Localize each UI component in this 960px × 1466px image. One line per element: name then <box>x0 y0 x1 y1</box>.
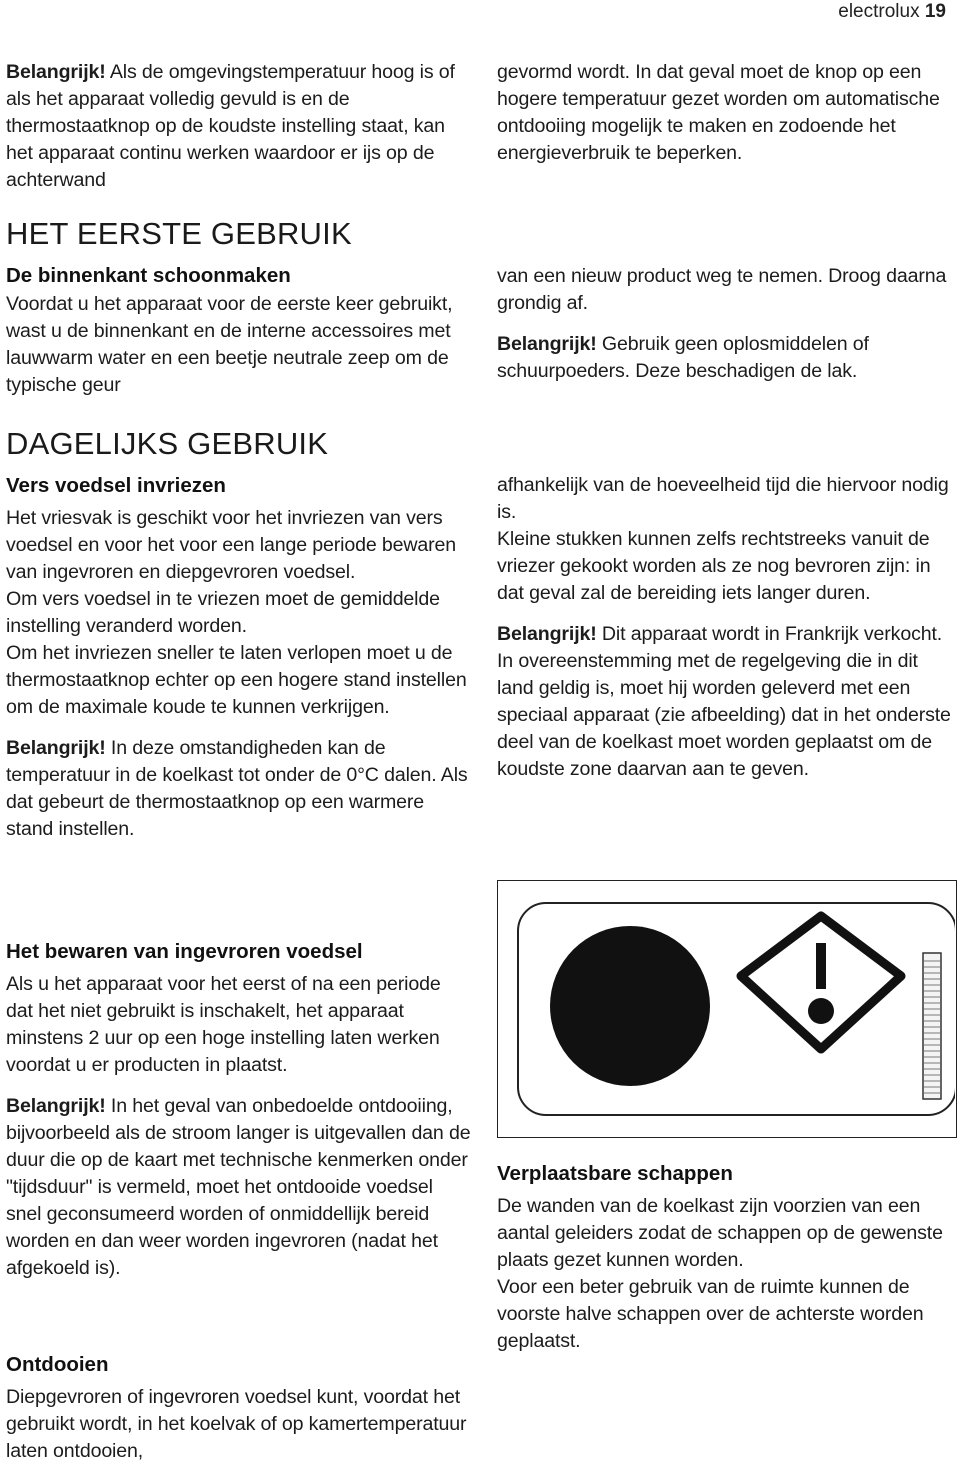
thawing-continuation <box>497 472 959 783</box>
subheading-clean-inside: De binnenkant schoonmaken <box>6 264 291 287</box>
page-number: 19 <box>924 1 946 22</box>
storing-section <box>6 938 472 1282</box>
first-use-important-text: Gebruik geen oplosmiddelen of schuurpoeders. Deze beschadigen de lak. <box>497 333 869 382</box>
thawing-paragraph-1: Diepgevroren of ingevroren voedsel kunt, voordat het gebruikt wordt, in het koelvak of op kamertemperatuur laten ontdooien, <box>6 1386 467 1462</box>
daily-use-section <box>6 426 472 843</box>
france-paragraph-2: In overeenstemming met de regelgeving die in dit land geldig is, moet hij worden geleverd met een speciaal apparaat (zie afbeelding) dat in het onderste deel van de koelkast moet worden geplaatst om de koudste zone daarvan aan te geven. <box>497 650 951 780</box>
thawing-continuation-1: afhankelijk van de hoeveelheid tijd die hiervoor nodig is. <box>497 474 949 523</box>
exclamation-dot-icon <box>808 998 834 1024</box>
important-label: Belangrijk! <box>497 333 597 355</box>
france-important-text: Dit apparaat wordt in Frankrijk verkocht. <box>601 623 943 645</box>
freezing-paragraph-1: Het vriesvak is geschikt voor het invriezen van vers voedsel en voor het voor een lange periode bewaren van ingevroren en diepgevroren voedsel. <box>6 507 457 583</box>
important-label: Belangrijk! <box>6 737 106 759</box>
freezing-important-paragraph <box>6 735 472 843</box>
france-important-paragraph <box>497 621 959 648</box>
storing-important-text: In het geval van onbedoelde ontdooiing, bijvoorbeeld als de stroom langer is uitgevallen dan de duur die op de kaart met technische kenmerken onder "tijdsduur" is vermeld, moet het ontdooide voedsel snel geconsumeerd worden of onmiddellijk bereid worden en dan weer worden ingevroren (nadat het afgekoeld is). <box>6 1095 471 1279</box>
first-use-continuation-text: van een nieuw product weg te nemen. Droog daarna grondig af. <box>497 265 947 314</box>
intro-continuation <box>497 59 959 167</box>
subheading-freezing: Vers voedsel invriezen <box>6 474 226 497</box>
freezing-paragraph-3: Om het invriezen sneller te laten verlopen moet u de thermostaatknop echter op een hogere stand instellen om de maximale koude te kunnen verkrijgen. <box>6 642 467 718</box>
vent-grille <box>923 953 941 1099</box>
first-use-section <box>6 216 472 399</box>
intro-text: Als de omgevingstemperatuur hoog is of als het apparaat volledig gevuld is en de thermostaatknop op de koudste instelling staat, kan het apparaat continu werken waardoor er ijs op de achterwand <box>6 61 455 191</box>
exclamation-bar-icon <box>816 943 826 989</box>
first-use-continuation <box>497 263 959 385</box>
section-heading-first-use: HET EERSTE GEBRUIK <box>6 216 352 251</box>
cold-zone-indicator-illustration <box>497 880 957 1138</box>
brand-name: electrolux <box>838 1 920 22</box>
intro-paragraph <box>6 59 472 194</box>
subheading-thawing: Ontdooien <box>6 1353 109 1376</box>
important-label: Belangrijk! <box>6 1095 106 1117</box>
important-label: Belangrijk! <box>6 61 106 83</box>
subheading-storing: Het bewaren van ingevroren voedsel <box>6 940 363 963</box>
storing-paragraph-1: Als u het apparaat voor het eerst of na een periode dat het niet gebruikt is inschakelt, het apparaat minstens 2 uur op een hoge instelling laten werken voordat u er producten in plaatst. <box>6 973 441 1076</box>
thawing-continuation-2: Kleine stukken kunnen zelfs rechtstreeks vanuit de vriezer gekookt worden als ze nog bevroren zijn: in dat geval zal de bereiding iets langer duren. <box>497 528 931 604</box>
clean-inside-text: Voordat u het apparaat voor de eerste keer gebruikt, wast u de binnenkant en de interne accessoires met lauwwarm water en een beetje neutrale zeep om de typische geur <box>6 293 453 396</box>
shelves-paragraph-1: De wanden van de koelkast zijn voorzien van een aantal geleiders zodat de schappen op de gewenste plaats gezet kunnen worden. <box>497 1195 943 1271</box>
thawing-section <box>6 1351 472 1465</box>
first-use-important-paragraph <box>497 331 959 385</box>
dial-circle-icon <box>550 926 710 1086</box>
intro-block <box>6 59 472 194</box>
page-header <box>838 0 946 24</box>
indicator-drawing <box>498 881 955 1136</box>
section-heading-daily-use: DAGELIJKS GEBRUIK <box>6 426 329 461</box>
shelves-section <box>497 1160 959 1355</box>
important-label: Belangrijk! <box>497 623 597 645</box>
shelves-paragraph-2: Voor een beter gebruik van de ruimte kunnen de voorste halve schappen over de achterste worden geplaatst. <box>497 1276 924 1352</box>
freezing-important-text: In deze omstandigheden kan de temperatuur in de koelkast tot onder de 0°C dalen. Als dat gebeurt de thermostaatknop op een warmere stand instellen. <box>6 737 468 840</box>
storing-important-paragraph <box>6 1093 472 1282</box>
subheading-shelves: Verplaatsbare schappen <box>497 1162 733 1185</box>
intro-continuation-text: gevormd wordt. In dat geval moet de knop op een hogere temperatuur gezet worden om automatische ontdooiing mogelijk te maken en zodoende het energieverbruik te beperken. <box>497 61 940 164</box>
freezing-paragraph-2: Om vers voedsel in te vriezen moet de gemiddelde instelling veranderd worden. <box>6 588 440 637</box>
